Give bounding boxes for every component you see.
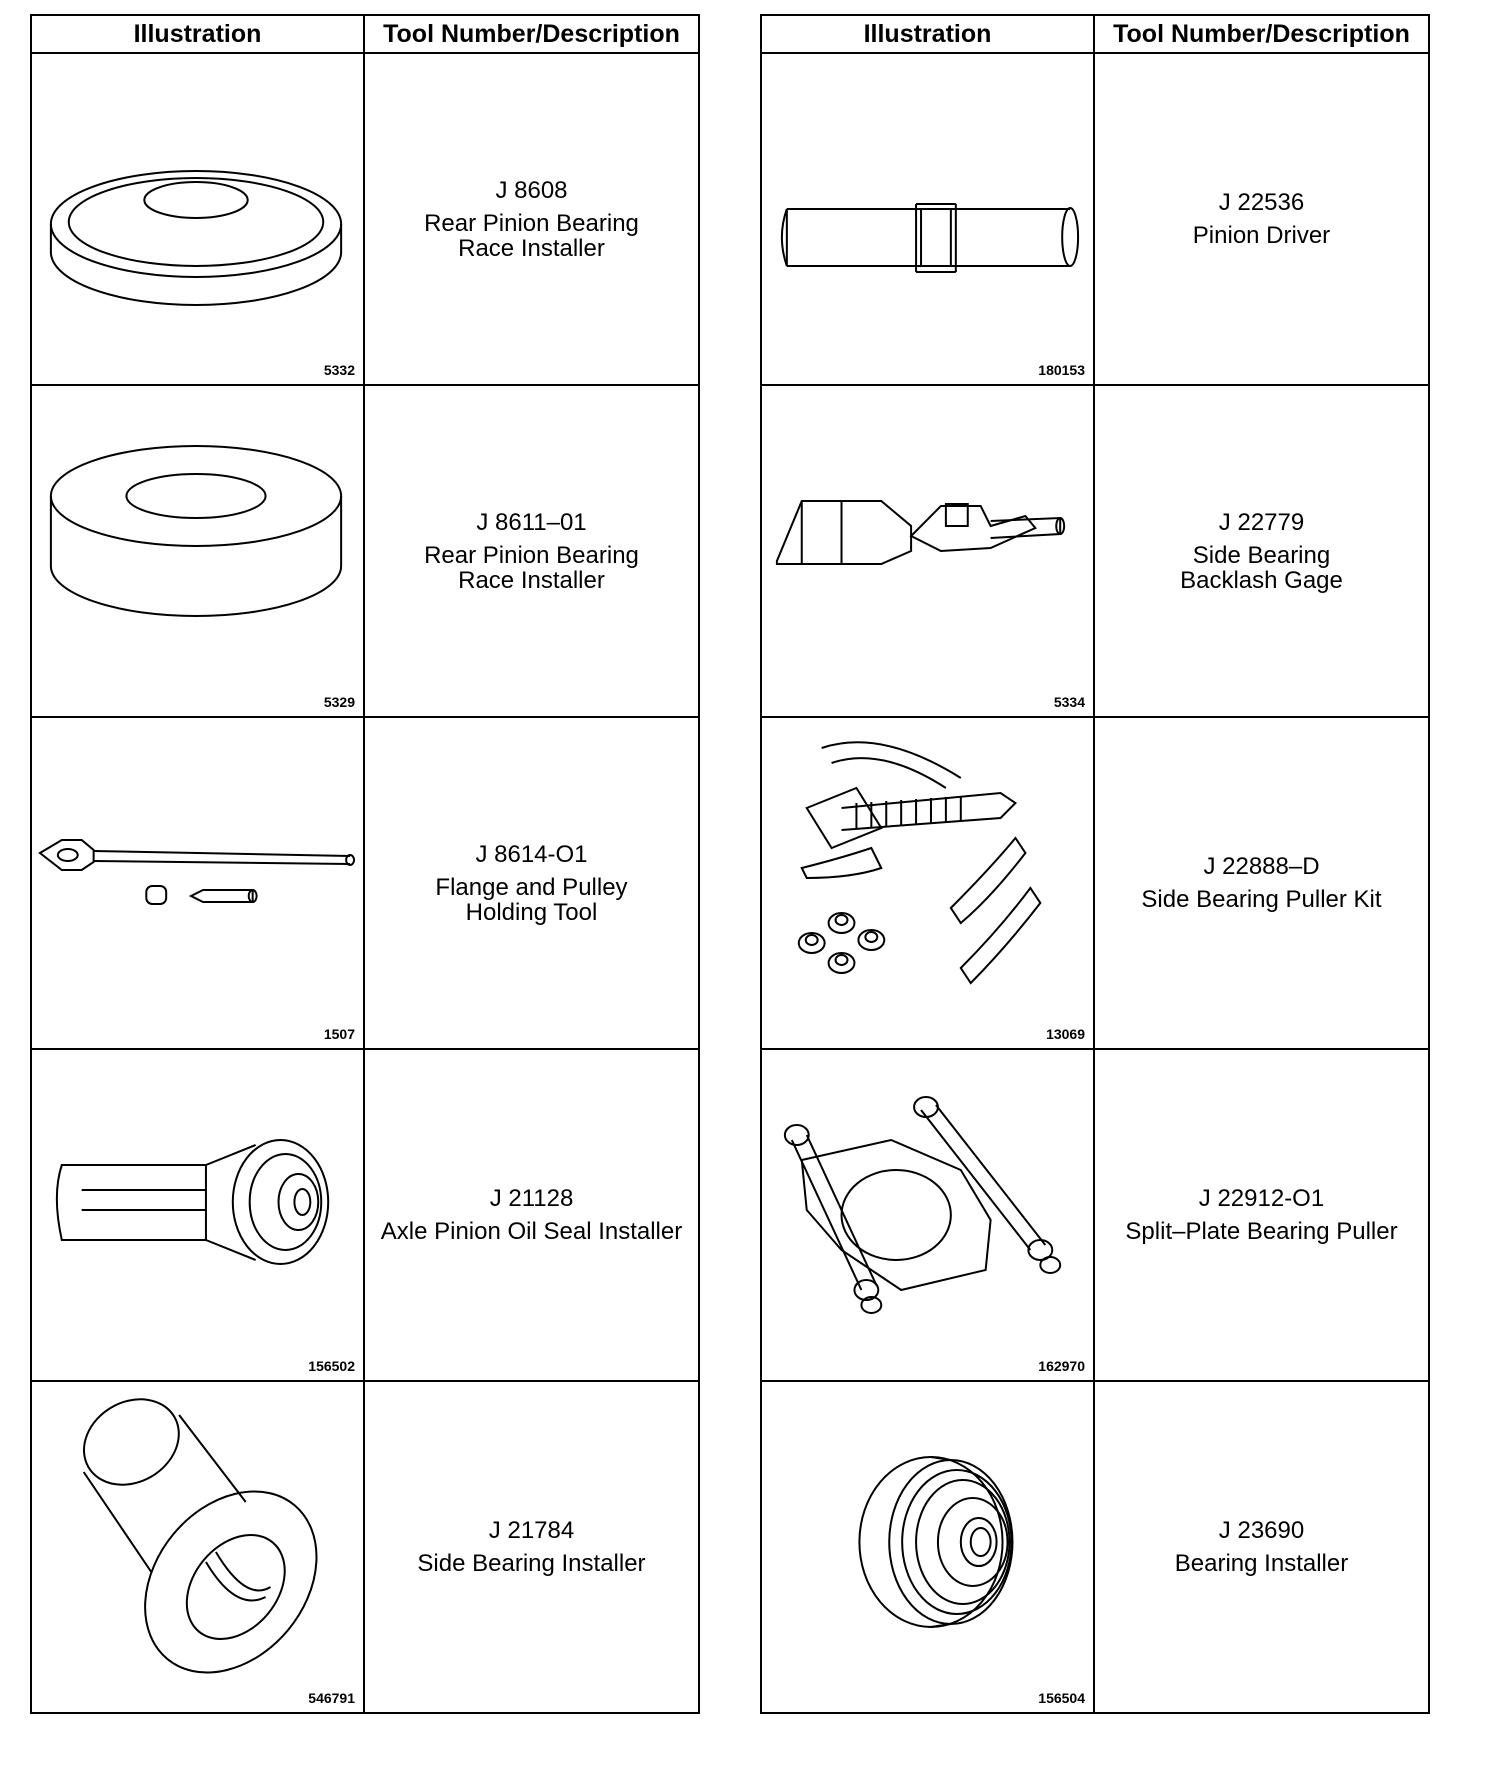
backlash-gage-icon <box>762 386 1093 716</box>
tool-number: J 23690 <box>1218 1517 1305 1544</box>
illustration-cell <box>761 385 1094 717</box>
table-row <box>761 1381 1429 1713</box>
figure-number: 180153 <box>1038 362 1085 378</box>
figure-number: 5332 <box>323 362 355 378</box>
illustration-cell <box>761 717 1094 1049</box>
tool-header: Tool Number/Description <box>364 15 699 53</box>
tool-description-cell <box>1094 53 1429 385</box>
tool-description-cell <box>1094 717 1429 1049</box>
tool-number: J 8611–01 <box>476 508 587 536</box>
table-row <box>761 1049 1429 1381</box>
tool-description-cell <box>1094 385 1429 717</box>
tool-number: J 21128 <box>489 1185 574 1212</box>
tool-description-cell <box>364 1049 699 1381</box>
tool-description-cell <box>364 1381 699 1713</box>
tool-description: Flange and Pulley Holding Tool <box>435 873 628 926</box>
illustration-cell <box>31 1049 364 1381</box>
left-header-row <box>31 15 699 53</box>
tool-number: J 22912-O1 <box>1198 1185 1325 1212</box>
tool-description: Bearing Installer <box>1174 1550 1349 1577</box>
illustration-header: Illustration <box>31 15 364 53</box>
tool-number: J 21784 <box>488 1517 575 1544</box>
left-tool-table <box>30 14 700 1714</box>
tool-description-cell <box>364 717 699 1049</box>
tool-description-cell <box>364 385 699 717</box>
thick-disc-installer-icon <box>32 386 363 716</box>
figure-number: 156504 <box>1038 1690 1085 1706</box>
figure-number: 5334 <box>1053 694 1085 710</box>
illustration-cell <box>31 717 364 1049</box>
tool-number: J 22779 <box>1218 508 1305 536</box>
illustration-cell <box>31 53 364 385</box>
illustration-cell <box>761 1049 1094 1381</box>
table-row <box>761 53 1429 385</box>
figure-number: 546791 <box>308 1690 355 1706</box>
illustration-cell <box>761 53 1094 385</box>
table-row <box>31 1381 699 1713</box>
tool-number: J 8608 <box>495 176 568 204</box>
seal-installer-icon <box>32 1050 363 1380</box>
right-header-row <box>761 15 1429 53</box>
tool-number: J 22536 <box>1218 189 1305 216</box>
tool-description: Rear Pinion Bearing Race Installer <box>424 541 639 594</box>
illustration-cell <box>31 385 364 717</box>
tool-number: J 8614-O1 <box>475 840 588 868</box>
tool-description-cell <box>1094 1049 1429 1381</box>
figure-number: 156502 <box>308 1358 355 1374</box>
pinion-driver-bar-icon <box>762 54 1093 384</box>
table-row <box>31 717 699 1049</box>
tool-description: Rear Pinion Bearing Race Installer <box>424 209 639 262</box>
tool-description: Side Bearing Backlash Gage <box>1180 541 1343 594</box>
holding-bar-icon <box>32 718 363 1048</box>
tool-description: Pinion Driver <box>1192 222 1331 249</box>
figure-number: 162970 <box>1038 1358 1085 1374</box>
table-row <box>761 717 1429 1049</box>
puller-kit-icon <box>762 718 1093 1048</box>
table-row <box>31 1049 699 1381</box>
stepped-bearing-installer-icon <box>762 1382 1093 1712</box>
table-row <box>31 385 699 717</box>
figure-number: 13069 <box>1046 1026 1085 1042</box>
tool-description: Axle Pinion Oil Seal Installer <box>380 1218 683 1245</box>
tool-header: Tool Number/Description <box>1094 15 1429 53</box>
tool-description-cell <box>1094 1381 1429 1713</box>
flat-disc-installer-icon <box>32 54 363 384</box>
tool-number: J 22888–D <box>1203 853 1320 880</box>
figure-number: 5329 <box>323 694 355 710</box>
illustration-cell <box>761 1381 1094 1713</box>
split-plate-puller-icon <box>762 1050 1093 1380</box>
figure-number: 1507 <box>323 1026 355 1042</box>
tool-description: Split–Plate Bearing Puller <box>1125 1218 1398 1245</box>
bearing-installer-sleeve-icon <box>32 1382 363 1712</box>
tool-description: Side Bearing Puller Kit <box>1141 886 1382 913</box>
illustration-header: Illustration <box>761 15 1094 53</box>
tool-description-cell <box>364 53 699 385</box>
table-row <box>31 53 699 385</box>
illustration-cell <box>31 1381 364 1713</box>
table-row <box>761 385 1429 717</box>
right-tool-table <box>760 14 1430 1714</box>
tool-description: Side Bearing Installer <box>417 1550 646 1577</box>
